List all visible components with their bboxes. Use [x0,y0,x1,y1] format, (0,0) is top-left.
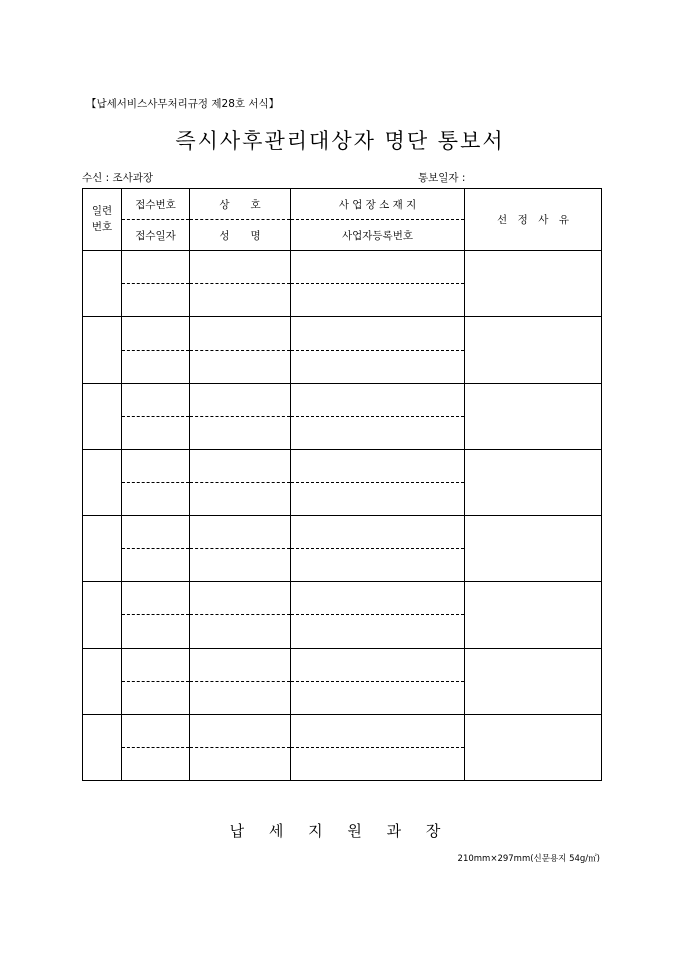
recipient-line: 수신 : 조사과장 [82,172,154,184]
business-address-cell[interactable] [291,648,465,681]
business-address-header: 사 업 장 소 재 지 [291,189,465,220]
business-address-cell[interactable] [291,714,465,747]
table-row [83,582,602,615]
selection-reason-cell[interactable] [465,251,602,317]
footer-office: 납 세 지 원 과 장 [229,822,451,840]
trade-name-cell[interactable] [190,582,291,615]
business-address-cell[interactable] [291,251,465,284]
trade-name-cell[interactable] [190,251,291,284]
receipt-no-cell[interactable] [122,582,190,615]
business-reg-no-cell[interactable] [291,416,465,449]
paper-spec: 210mm×297mm(신문용지 54g/㎡) [457,854,600,864]
serial-no-cell[interactable] [83,383,122,449]
representative-cell[interactable] [190,350,291,383]
receipt-date-cell[interactable] [122,747,190,780]
receipt-no-cell[interactable] [122,251,190,284]
business-reg-no-cell[interactable] [291,549,465,582]
receipt-no-cell[interactable] [122,714,190,747]
business-address-cell[interactable] [291,383,465,416]
trade-name-cell[interactable] [190,714,291,747]
form-reference: 【납세서비스사무처리규정 제28호 서식】 [86,98,280,110]
selection-reason-header: 선 정 사 유 [465,189,602,251]
receipt-date-header: 접수일자 [122,220,190,251]
serial-no-cell[interactable] [83,516,122,582]
business-reg-no-cell[interactable] [291,284,465,317]
document-title: 즉시사후관리대상자 명단 통보서 [175,129,505,153]
trade-name-cell[interactable] [190,383,291,416]
receipt-date-cell[interactable] [122,482,190,515]
receipt-no-cell[interactable] [122,449,190,482]
table-row [83,516,602,549]
business-address-cell[interactable] [291,516,465,549]
notice-date-label: 통보일자 : [418,172,466,184]
selection-reason-cell[interactable] [465,317,602,383]
representative-header: 성 명 [190,220,291,251]
receipt-no-cell[interactable] [122,383,190,416]
selection-reason-cell[interactable] [465,516,602,582]
selection-reason-cell[interactable] [465,648,602,714]
trade-name-cell[interactable] [190,317,291,350]
representative-cell[interactable] [190,284,291,317]
receipt-no-cell[interactable] [122,317,190,350]
trade-name-cell[interactable] [190,516,291,549]
receipt-no-cell[interactable] [122,516,190,549]
receipt-date-cell[interactable] [122,681,190,714]
business-reg-no-cell[interactable] [291,747,465,780]
business-address-cell[interactable] [291,582,465,615]
representative-cell[interactable] [190,416,291,449]
receipt-date-cell[interactable] [122,416,190,449]
selection-reason-cell[interactable] [465,582,602,648]
serial-no-cell[interactable] [83,317,122,383]
header-row-top [83,189,602,220]
table-row [83,714,602,747]
trade-name-cell[interactable] [190,648,291,681]
serial-no-cell[interactable] [83,582,122,648]
business-address-cell[interactable] [291,449,465,482]
representative-cell[interactable] [190,549,291,582]
receipt-no-cell[interactable] [122,648,190,681]
trade-name-cell[interactable] [190,449,291,482]
business-reg-no-header: 사업자등록번호 [291,220,465,251]
receipt-date-cell[interactable] [122,350,190,383]
table-row [83,251,602,284]
selection-reason-cell[interactable] [465,714,602,780]
serial-no-cell[interactable] [83,251,122,317]
table-row [83,648,602,681]
receipt-date-cell[interactable] [122,549,190,582]
roster-body [83,189,602,781]
receipt-date-cell[interactable] [122,615,190,648]
business-reg-no-cell[interactable] [291,681,465,714]
trade-name-header: 상 호 [190,189,291,220]
representative-cell[interactable] [190,747,291,780]
selection-reason-cell[interactable] [465,449,602,515]
receipt-no-header: 접수번호 [122,189,190,220]
serial-no-cell[interactable] [83,648,122,714]
representative-cell[interactable] [190,681,291,714]
table-row [83,383,602,416]
table-row [83,449,602,482]
serial-no-cell[interactable] [83,449,122,515]
business-reg-no-cell[interactable] [291,350,465,383]
business-reg-no-cell[interactable] [291,615,465,648]
table-row [83,317,602,350]
roster-table [82,188,602,781]
receipt-date-cell[interactable] [122,284,190,317]
business-address-cell[interactable] [291,317,465,350]
representative-cell[interactable] [190,482,291,515]
serial-no-cell[interactable] [83,714,122,780]
selection-reason-cell[interactable] [465,383,602,449]
serial-no-header: 일련 번호 [83,189,122,251]
business-reg-no-cell[interactable] [291,482,465,515]
representative-cell[interactable] [190,615,291,648]
